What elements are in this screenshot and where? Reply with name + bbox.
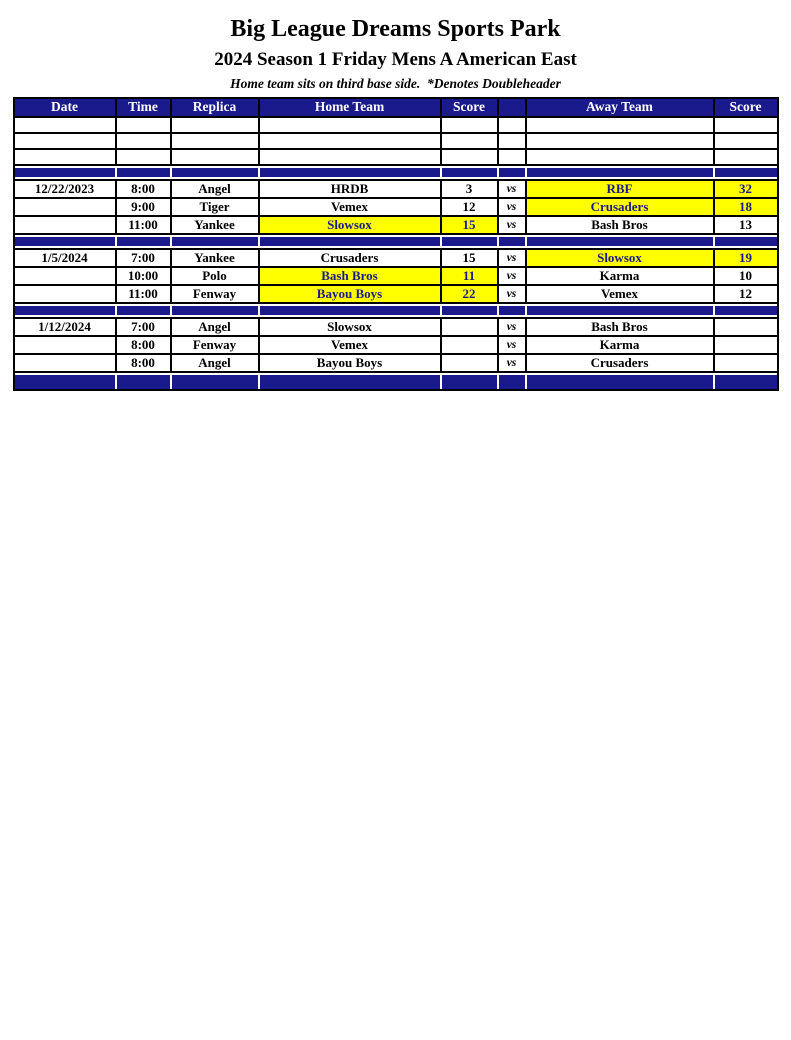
game-date [15,199,117,217]
divider-cell [499,166,527,179]
divider-cell [172,166,260,179]
vs-label: vs [499,317,527,337]
empty-cell [172,150,260,166]
divider-cell [499,373,527,389]
game-home-team: Bayou Boys [260,355,442,373]
divider-cell [15,166,117,179]
divider-cell [260,304,442,317]
divider-cell [172,373,260,389]
divider-cell [442,235,499,248]
empty-cell [15,118,117,134]
game-row [15,337,777,355]
divider-cell [260,373,442,389]
game-date [15,337,117,355]
vs-label: vs [499,286,527,304]
col-header-date: Date [15,99,117,118]
game-time: 11:00 [117,217,172,235]
page-subtitle: 2024 Season 1 Friday Mens A American East [214,48,577,70]
game-time: 7:00 [117,248,172,268]
game-time: 7:00 [117,317,172,337]
divider-cell [527,304,715,317]
divider-cell [117,235,172,248]
empty-cell [527,134,715,150]
game-date [15,355,117,373]
col-header-away-score: Score [715,99,777,118]
game-home-score: 15 [442,217,499,235]
game-time: 11:00 [117,286,172,304]
game-date: 12/22/2023 [15,179,117,199]
empty-cell [15,134,117,150]
vs-label: vs [499,337,527,355]
game-home-team: Crusaders [260,248,442,268]
game-away-team: Bash Bros [527,317,715,337]
vs-label: vs [499,179,527,199]
game-home-score [442,355,499,373]
empty-cell [15,150,117,166]
divider-cell [715,373,777,389]
game-away-score [715,317,777,337]
divider-cell [442,373,499,389]
game-away-score [715,337,777,355]
empty-row [15,150,777,166]
game-time: 10:00 [117,268,172,286]
game-home-score [442,337,499,355]
divider-cell [442,304,499,317]
section-divider [15,166,777,179]
game-row [15,248,777,268]
empty-cell [442,134,499,150]
game-away-score: 19 [715,248,777,268]
empty-cell [527,118,715,134]
empty-cell [260,118,442,134]
divider-cell [117,373,172,389]
game-replica: Yankee [172,248,260,268]
empty-row [15,134,777,150]
game-row [15,217,777,235]
divider-cell [15,304,117,317]
game-home-team: HRDB [260,179,442,199]
game-away-score [715,355,777,373]
game-date: 1/12/2024 [15,317,117,337]
divider-cell [172,304,260,317]
col-header-vs [499,99,527,118]
empty-cell [442,118,499,134]
game-away-score: 13 [715,217,777,235]
vs-label: vs [499,268,527,286]
col-header-home-score: Score [442,99,499,118]
divider-cell [499,304,527,317]
game-time: 8:00 [117,355,172,373]
empty-cell [260,150,442,166]
empty-row [15,118,777,134]
empty-cell [499,134,527,150]
game-away-score: 10 [715,268,777,286]
game-away-score: 18 [715,199,777,217]
game-replica: Tiger [172,199,260,217]
divider-cell [117,166,172,179]
empty-cell [715,150,777,166]
empty-cell [715,134,777,150]
game-replica: Fenway [172,286,260,304]
game-time: 8:00 [117,179,172,199]
game-time: 9:00 [117,199,172,217]
empty-cell [172,118,260,134]
game-replica: Angel [172,317,260,337]
col-header-time: Time [117,99,172,118]
game-home-team: Slowsox [260,317,442,337]
section-divider-bottom [15,373,777,389]
game-home-team: Vemex [260,199,442,217]
vs-label: vs [499,199,527,217]
game-home-score: 15 [442,248,499,268]
empty-cell [499,150,527,166]
divider-cell [442,166,499,179]
divider-cell [15,373,117,389]
vs-label: vs [499,248,527,268]
game-home-score: 3 [442,179,499,199]
vs-label: vs [499,217,527,235]
game-home-team: Bayou Boys [260,286,442,304]
game-home-score: 12 [442,199,499,217]
game-date: 1/5/2024 [15,248,117,268]
empty-cell [260,134,442,150]
section-divider [15,235,777,248]
col-header-home-team: Home Team [260,99,442,118]
game-home-team: Vemex [260,337,442,355]
vs-label: vs [499,355,527,373]
game-away-team: Slowsox [527,248,715,268]
col-header-replica: Replica [172,99,260,118]
game-replica: Fenway [172,337,260,355]
schedule-table [13,97,779,391]
empty-cell [442,150,499,166]
divider-cell [117,304,172,317]
divider-cell [527,166,715,179]
page-title: Big League Dreams Sports Park [230,16,561,42]
col-header-away-team: Away Team [527,99,715,118]
game-row [15,199,777,217]
divider-cell [15,235,117,248]
game-away-team: Vemex [527,286,715,304]
divider-cell [172,235,260,248]
divider-cell [715,235,777,248]
game-home-team: Bash Bros [260,268,442,286]
divider-cell [260,235,442,248]
section-divider [15,304,777,317]
game-home-team: Slowsox [260,217,442,235]
game-row [15,179,777,199]
game-away-score: 12 [715,286,777,304]
game-replica: Yankee [172,217,260,235]
game-away-team: Karma [527,337,715,355]
game-row [15,317,777,337]
empty-cell [172,134,260,150]
page-note: Home team sits on third base side. *Denotes Doubleheader [230,76,561,92]
game-away-team: RBF [527,179,715,199]
empty-cell [117,118,172,134]
game-home-score [442,317,499,337]
empty-cell [715,118,777,134]
game-home-score: 22 [442,286,499,304]
empty-cell [117,150,172,166]
game-replica: Angel [172,179,260,199]
empty-cell [499,118,527,134]
game-date [15,286,117,304]
divider-cell [527,373,715,389]
empty-cell [117,134,172,150]
game-replica: Angel [172,355,260,373]
game-row [15,355,777,373]
game-away-team: Crusaders [527,199,715,217]
header-row [15,99,777,118]
game-row [15,286,777,304]
game-away-team: Bash Bros [527,217,715,235]
game-date [15,268,117,286]
game-date [15,217,117,235]
empty-cell [527,150,715,166]
divider-cell [527,235,715,248]
divider-cell [715,166,777,179]
game-row [15,268,777,286]
game-replica: Polo [172,268,260,286]
game-home-score: 11 [442,268,499,286]
game-away-team: Crusaders [527,355,715,373]
game-time: 8:00 [117,337,172,355]
game-away-team: Karma [527,268,715,286]
divider-cell [260,166,442,179]
game-away-score: 32 [715,179,777,199]
divider-cell [715,304,777,317]
divider-cell [499,235,527,248]
